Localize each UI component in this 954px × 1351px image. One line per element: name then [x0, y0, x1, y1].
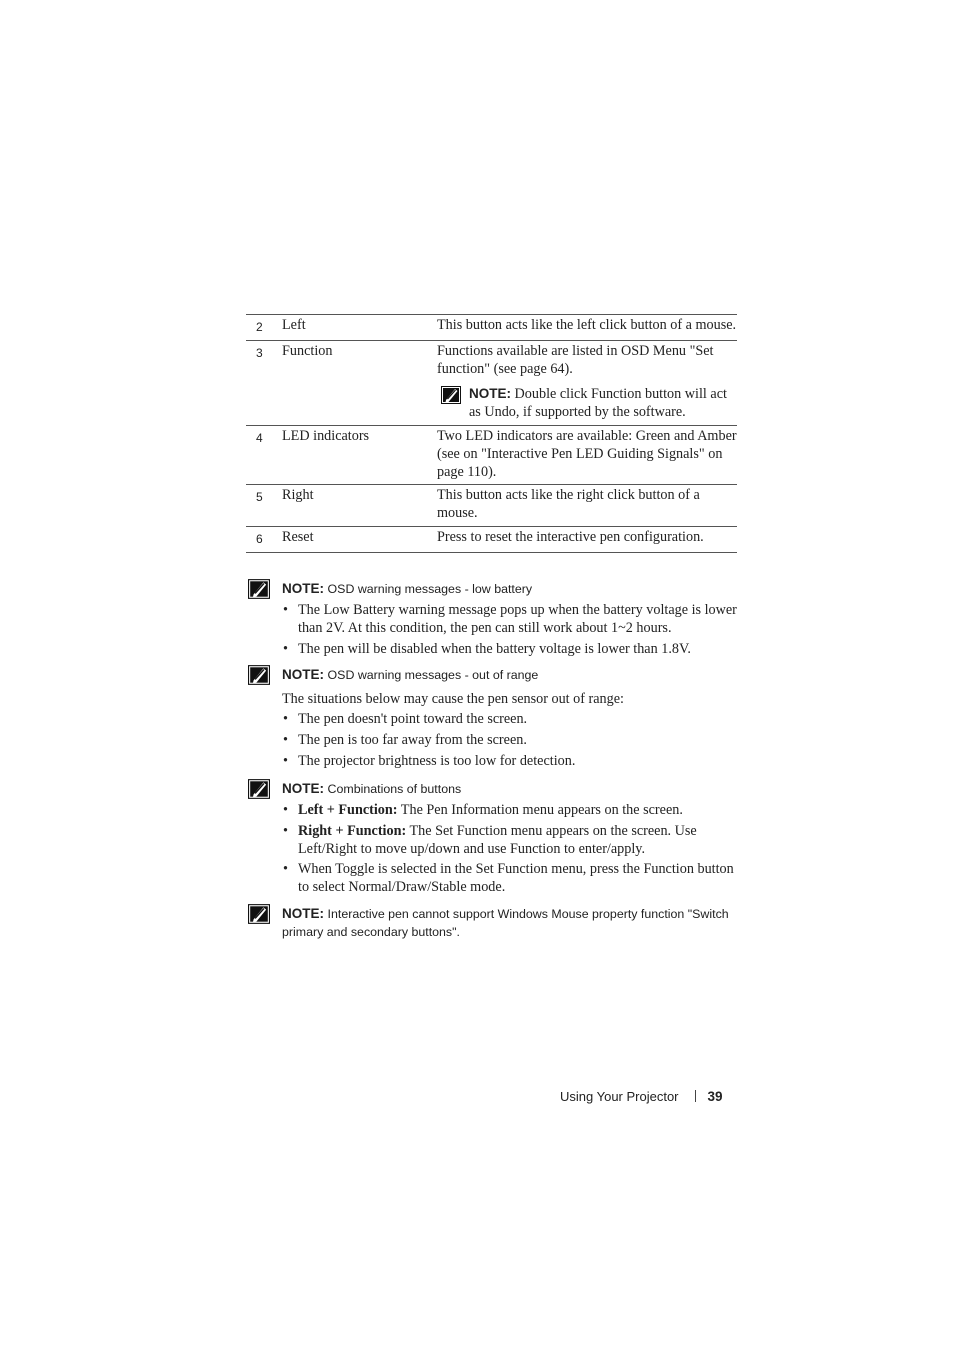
- row-name: Function: [282, 340, 437, 425]
- row-number: 6: [246, 526, 282, 552]
- list-item: [298, 802, 737, 820]
- table-row: [246, 315, 737, 341]
- row-description: Functions available are listed in OSD Menu "Set function" (see page 64).: [437, 342, 714, 377]
- note-heading: [246, 580, 737, 598]
- note-text: Interactive pen cannot support Windows Mouse property function "Switch primary and secondary buttons".: [282, 907, 729, 939]
- note-low-battery: [246, 580, 737, 658]
- row-number: 3: [246, 340, 282, 425]
- page-number: 39: [707, 1089, 723, 1104]
- combo-description: When Toggle is selected in the Set Function menu, press the Function button to select Normal/Draw/Stable mode.: [298, 861, 734, 896]
- row-description: This button acts like the right click button of a mouse.: [437, 485, 737, 527]
- note-text: Double click Function button will act as Undo, if supported by the software.: [469, 386, 727, 421]
- list-item: • The pen is too far away from the screen.: [298, 732, 737, 750]
- table-row: [246, 485, 737, 527]
- note-label: NOTE:: [282, 581, 324, 596]
- row-name: Right: [282, 485, 437, 527]
- note-heading: [246, 666, 737, 684]
- row-description: Two LED indicators are available: Green and Amber (see on "Interactive Pen LED Guiding Signals" on page 110).: [437, 425, 737, 484]
- list-item: [298, 861, 737, 897]
- row-name: LED indicators: [282, 425, 437, 484]
- note-pencil-icon: [248, 579, 270, 599]
- row-name: Left: [282, 315, 437, 341]
- list-item: • The Low Battery warning message pops up when the battery voltage is lower than 2V. At this condition, the pen can still work about 1~2 hours.: [298, 602, 737, 638]
- note-pencil-icon: [248, 779, 270, 799]
- note-pencil-icon: [441, 386, 461, 404]
- list-item: • The pen will be disabled when the battery voltage is lower than 1.8V.: [298, 641, 737, 659]
- row-description: Press to reset the interactive pen configuration.: [437, 526, 737, 552]
- note-label: NOTE:: [282, 667, 324, 682]
- note-text: OSD warning messages - out of range: [327, 668, 539, 682]
- note-label: NOTE:: [282, 781, 324, 796]
- row-number: 2: [246, 315, 282, 341]
- row-number: 5: [246, 485, 282, 527]
- row-number: 4: [246, 425, 282, 484]
- row-name: Reset: [282, 526, 437, 552]
- row-description: This button acts like the left click button of a mouse.: [437, 315, 737, 341]
- pen-buttons-table: [246, 314, 737, 553]
- combo-keys: Right + Function:: [298, 822, 407, 839]
- page-footer: [560, 1089, 723, 1104]
- list-item: [298, 823, 737, 859]
- note-text: Combinations of buttons: [327, 782, 462, 796]
- note-out-of-range: [246, 666, 737, 770]
- footer-section-title: Using Your Projector: [560, 1089, 679, 1104]
- note-heading: [246, 905, 737, 941]
- combo-description: The Set Function menu appears on the screen. Use Left/Right to move up/down and use Function to enter/apply.: [298, 822, 697, 857]
- note-heading: [246, 780, 737, 798]
- note-label: NOTE:: [469, 386, 511, 402]
- list-item: • The pen doesn't point toward the screen.: [298, 711, 737, 729]
- note-intro: The situations below may cause the pen sensor out of range:: [282, 691, 624, 707]
- note-windows-mouse: [246, 905, 737, 941]
- row-description-cell: [437, 340, 737, 425]
- note-text: OSD warning messages - low battery: [327, 582, 533, 596]
- note-pencil-icon: [248, 665, 270, 685]
- note-pencil-icon: [248, 904, 270, 924]
- bullet-list: [246, 711, 737, 770]
- bullet-list: [246, 602, 737, 658]
- list-item: • The projector brightness is too low for detection.: [298, 753, 737, 771]
- inline-note: [437, 385, 737, 422]
- note-button-combinations: [246, 780, 737, 897]
- table-row: [246, 340, 737, 425]
- bullet-list: [246, 802, 737, 897]
- combo-description: The Pen Information menu appears on the screen.: [397, 802, 683, 818]
- table-row: [246, 526, 737, 552]
- footer-divider: [695, 1090, 696, 1102]
- table-row: [246, 425, 737, 484]
- note-label: NOTE:: [282, 906, 324, 921]
- combo-keys: Left + Function:: [298, 802, 398, 818]
